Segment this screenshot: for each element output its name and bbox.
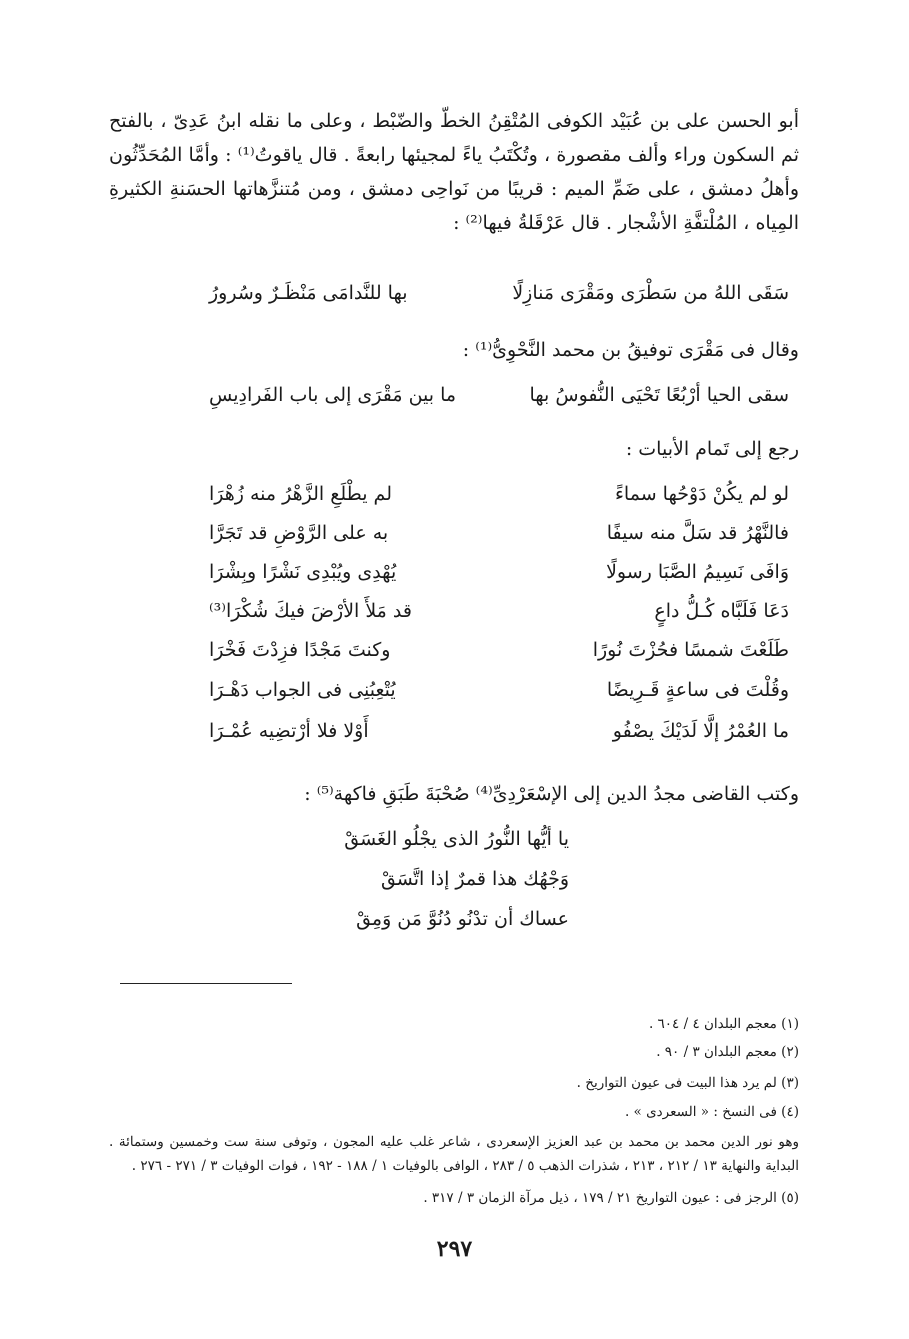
poem-verse <box>209 522 789 560</box>
footnote-2: (٢) معجم البلدان ٣ / ٩٠ . <box>656 1044 799 1060</box>
verse-second-hemistich: بها للنَّدامَى مَنْظَـرٌ وسُرورُ <box>209 282 408 304</box>
verse-first-hemistich: لو لم يكُنْ دَوْحُها سماءً <box>615 483 789 505</box>
verse-first-hemistich: ما العُمْرُ إلَّا لَدَيْكَ يصْفُو <box>612 720 789 742</box>
verse-second-hemistich: لم يطْلَعِ الزَّهْرُ منه زُهْرَا <box>209 483 392 505</box>
majd-al-din-line: وكتب القاضى مجدُ الدين إلى الإسْعَرْدِىِّ⁽⁴⁾ صُحْبَةَ طَبَقِ فاكهة⁽⁵⁾ : <box>304 783 799 805</box>
verse-second-hemistich: وكنتَ مَجْدًا فزِدْتَ فَخْرَا <box>209 639 391 661</box>
verse-first-hemistich: فالنَّهْرُ قد سَلَّ منه سيفًا <box>606 522 789 544</box>
rajaz-line: عساك أن تدْنُو دُنُوَّ مَن وَمِقْ <box>356 908 569 930</box>
verse-second-hemistich: به على الرَّوْضِ قد تَجَرَّا <box>209 522 389 544</box>
tawfiq-intro-line: وقال فى مَقْرَى توفيقُ بن محمد النَّحْوِىُّ⁽¹⁾ : <box>462 339 799 361</box>
verse-second-hemistich: يُهْدِى ويُبْدِى نَشْرًا وبِشْرَا <box>209 561 397 583</box>
footnote-4-continuation: وهو نور الدين محمد بن محمد بن عبد العزيز الإسعردى ، شاعر غلب عليه المجون ، وتوفى سنة ست وخمسين وستمائة . البداية والنهاية ١٣ / ٢١٢ ، ٢١٣ ، شذرات الذهب ٥ / ٢٨٣ ، الوافى بالوفيات ١ / ١٨٨ - ١٩٢ ، فوات الوفيات ٣ / ٢٧١ - ٢٧٦ . <box>109 1134 799 1174</box>
verse-second-hemistich: قد مَلأَ الأرْضَ فيكَ شُكْرَا⁽³⁾ <box>209 600 412 622</box>
return-to-verses-line: رجع إلى تَمام الأبيات : <box>625 438 799 460</box>
verse-second-hemistich: أَوْلا فلا أرْتضِيه عُمْـرَا <box>209 720 369 742</box>
poem-verse <box>209 639 789 677</box>
footnote-separator <box>120 983 292 984</box>
poem-verse <box>209 483 789 521</box>
verse-first-hemistich: سقى الحيا أرْبُعًا تَحْيَى النُّفوسُ بها <box>529 384 789 406</box>
verse-second-hemistich: ما بين مَقْرَى إلى باب الفَرادِيسِ <box>209 384 457 406</box>
verse-first-hemistich: دَعَا فَلَبَّاه كُـلُّ داعٍ <box>654 600 789 622</box>
poem-verse <box>209 561 789 599</box>
footnote-5: (٥) الرجز فى : عيون التواريخ ٢١ / ١٧٩ ، ذيل مرآة الزمان ٣ / ٣١٧ . <box>423 1190 799 1206</box>
verse-saqa-al-haya <box>209 384 789 418</box>
verse-sakha-allah <box>209 282 789 316</box>
verse-first-hemistich: وقُلْتَ فى ساعةٍ قَـرِيضًا <box>606 679 789 701</box>
verse-first-hemistich: طَلَعْتَ شمسًا فحُزْتَ نُورًا <box>592 639 789 661</box>
footnote-1: (١) معجم البلدان ٤ / ٦٠٤ . <box>648 1016 799 1032</box>
footnote-4: (٤) فى النسخ : « السعردى » . <box>624 1104 799 1120</box>
page-number: ٢٩٧ <box>436 1236 473 1262</box>
footnote-3: (٣) لم يرد هذا البيت فى عيون التواريخ . <box>576 1075 799 1091</box>
intro-paragraph: أبو الحسن على بن عُبَيْد الكوفى المُتْقِنُ الخطّ والضّبْط ، وعلى ما نقله ابنُ عَدِىّ ، بالفتح ثم السكون وراء وألف مقصورة ، وتُكْتَبُ ياءً لمجيئها رابعةً . قال ياقوتُ⁽¹⁾ : وأمَّا المُحَدِّثُون وأهلُ دمشق ، على ضَمِّ الميم : قريبًا من نَواحِى دمشق ، ومن مُتنزَّهاتها الحسَنةِ الكثيرةِ المِياه ، المُلْتفَّةِ الأشْجار . قال عَرْقَلةُ فيها⁽²⁾ : <box>109 110 799 234</box>
verse-second-hemistich: يُتْعِبُنِى فى الجواب دَهْـرَا <box>209 679 396 701</box>
verse-first-hemistich: وَافَى نَسِيمُ الصَّبَا رسولًا <box>606 561 789 583</box>
poem-verse <box>209 720 789 758</box>
rajaz-line: وَجْهُك هذا قمرٌ إذا اتَّسَقْ <box>380 868 569 890</box>
rajaz-line: يا أيُّها النُّورُ الذى يجْلُو الغَسَقْ <box>344 828 569 850</box>
poem-verse <box>209 679 789 717</box>
verse-first-hemistich: سَقَى اللهُ من سَطْرَى ومَقْرَى مَنازِلًا <box>512 282 789 304</box>
poem-verse <box>209 600 789 638</box>
